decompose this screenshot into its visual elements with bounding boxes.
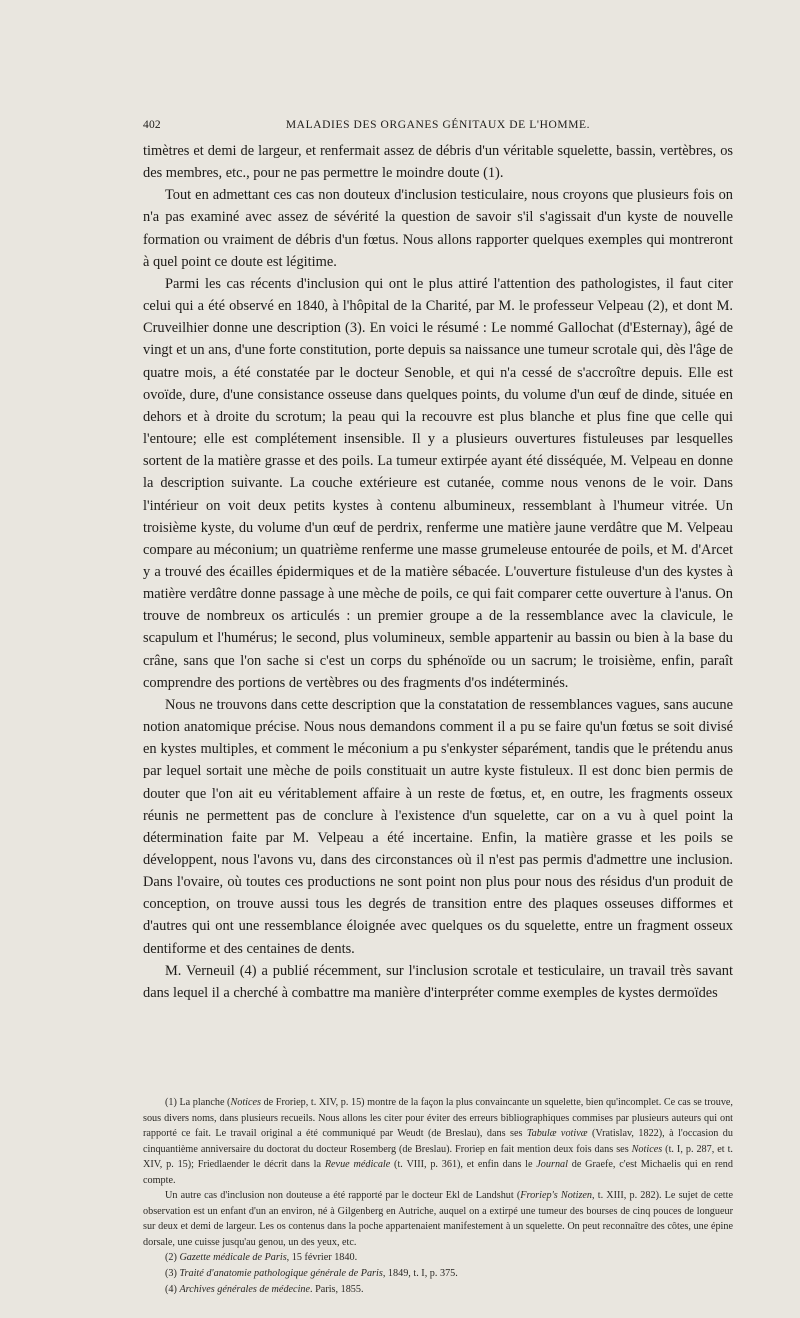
footnote-3: (3) Traité d'anatomie pathologique générale de Paris, 1849, t. I, p. 375.	[165, 1268, 458, 1280]
footnote-2: (2) Gazette médicale de Paris, 15 février 1840.	[165, 1252, 358, 1264]
running-header	[143, 119, 733, 137]
footnote-1: (1) La planche (Notices de Froriep, t. XIV, p. 15) montre de la façon la plus convaincante un squelette, bien qu'incomplet. Ce cas se trouve, sous divers noms, dans plusieurs recueils. Nous allons les citer pour éviter des erreurs bibliographiques commises par plusieurs auteurs qui ont rapporté ce fait. Le travail original a été communiqué par Weudt (de Breslau), dans ses Tabulæ votivæ (Vratislav, 1822), à l'occasion du cinquantième anniversaire du doctorat du docteur Rosemberg (de Breslau). Froriep en fait mention deux fois dans ses Notices (t. I, p. 287, et t. XIV, p. 15); Friedlaender le décrit dans la Revue médicale (t. VIII, p. 361), et enfin dans le Journal de Graefe, c'est Michaelis qui en rend compte.	[143, 1097, 733, 1186]
footnotes	[143, 1095, 733, 1297]
paragraph: Tout en admettant ces cas non douteux d'inclusion testiculaire, nous croyons que plusieurs fois on n'a pas examiné avec assez de sévérité la question de savoir s'il s'agissait d'un kyste de nouvelle formation ou vraiment de débris d'un fœtus. Nous allons rapporter quelques exemples qui montreront à quel point ce doute est légitime.	[143, 187, 733, 270]
paragraph: Nous ne trouvons dans cette description que la constatation de ressemblances vagues, sans aucune notion anatomique précise. Nous nous demandons comment il a pu se faire qu'un fœtus se soit divisé en kystes multiples, et comment le méconium a pu s'enkyster séparément, tandis que le prétendu anus par lequel sortait une mèche de poils constituait un autre kyste fistuleux. Il est donc bien permis de douter que l'on ait eu véritablement affaire à un reste de fœtus, et, en outre, les fragments osseux réunis ne permettent pas de conclure à l'existence d'un squelette, car on a vu à quel point la détermination faite par M. Velpeau a été incertaine. Enfin, la matière grasse et les poils se développent, nous l'avons vu, dans des circonstances où il n'est pas permis d'admettre une inclusion. Dans l'ovaire, où toutes ces productions ne sont point non plus pour nous des résidus d'un produit de conception, on trouve aussi tous les degrés de transition entre des plaques osseuses difformes et d'autres qui ont une ressemblance éloignée avec quelques os du squelette, entre un fragment osseux dentiforme et des centaines de dents.	[143, 696, 733, 957]
footnote-4: (4) Archives générales de médecine. Paris, 1855.	[165, 1283, 364, 1295]
paragraph: M. Verneuil (4) a publié récemment, sur l'inclusion scrotale et testiculaire, un travail très savant dans lequel il a cherché à combattre ma manière d'interpréter comme exemples de kystes dermoïdes	[143, 962, 733, 1001]
footnote-1-continued: Un autre cas d'inclusion non douteuse a été rapporté par le docteur Ekl de Landshut (Froriep's Notizen, t. XIII, p. 282). Le sujet de cette observation est un enfant d'un an environ, né à Gilgenberg en Autriche, auquel on a extirpé une tumeur des bourses de cinq pouces de longueur sur deux et demi de largeur. Les os contenus dans la poche appartenaient manifestement à un squelette. On peut reconnaître des côtes, une épine dorsale, une cuisse jusqu'au genou, un des yeux, etc.	[143, 1190, 733, 1248]
paragraph: Parmi les cas récents d'inclusion qui ont le plus attiré l'attention des pathologistes, il faut citer celui qui a été observé en 1840, à l'hôpital de la Charité, par M. le professeur Velpeau (2), et dont M. Cruveilhier donne une description (3). En voici le résumé : Le nommé Gallochat (d'Esternay), âgé de vingt et un ans, d'une forte constitution, porte depuis sa naissance une tumeur scrotale qui, dès l'âge de quatre mois, a été constatée par le docteur Senoble, et qui n'a cessé de s'accroître depuis. Elle est ovoïde, dure, d'une consistance osseuse dans quelques points, du volume d'un œuf de dinde, située en dehors et à droite du scrotum; la peau qui la recouvre est plus blanche et plus fine que celle qui l'entoure; elle est complétement insensible. Il y a plusieurs ouvertures fistuleuses par lesquelles sortent de la matière grasse et des poils. La tumeur extirpée ayant été disséquée, M. Velpeau en donne la description suivante. La couche extérieure est cutanée, comme nous venons de le voir. Dans l'intérieur on voit deux petits kystes à contenu albumineux, ressemblant à l'humeur vitrée. Un troisième kyste, du volume d'un œuf de perdrix, renferme une matière jaune verdâtre que M. Velpeau compare au méconium; un quatrième renferme une masse grumeleuse entourée de poils, et M. d'Arcet y a trouvé des écailles épidermiques et de la matière sébacée. L'ouverture fistuleuse d'un des kystes à matière verdâtre donne passage à une mèche de poils, ce qui fait comparer cette ouverture à l'anus. On trouve de nombreux os articulés : un premier groupe a de la ressemblance avec la clavicule, le scapulum et l'humérus; le second, plus volumineux, semble appartenir au bassin ou bien à la base du crâne, sans que l'on sache si c'est un corps du sphénoïde ou un sacrum; le troisième, enfin, paraît comprendre des portions de vertèbres ou des fragments d'os indéterminés.	[143, 275, 733, 691]
page-number: 402	[143, 119, 161, 131]
running-title: MALADIES DES ORGANES GÉNITAUX DE L'HOMME.	[285, 119, 591, 131]
paragraph-continuation: timètres et demi de largeur, et renfermait assez de débris d'un véritable squelette, bassin, vertèbres, os des membres, etc., pour ne pas permettre le moindre doute (1).	[143, 143, 733, 182]
main-text	[143, 140, 733, 1004]
